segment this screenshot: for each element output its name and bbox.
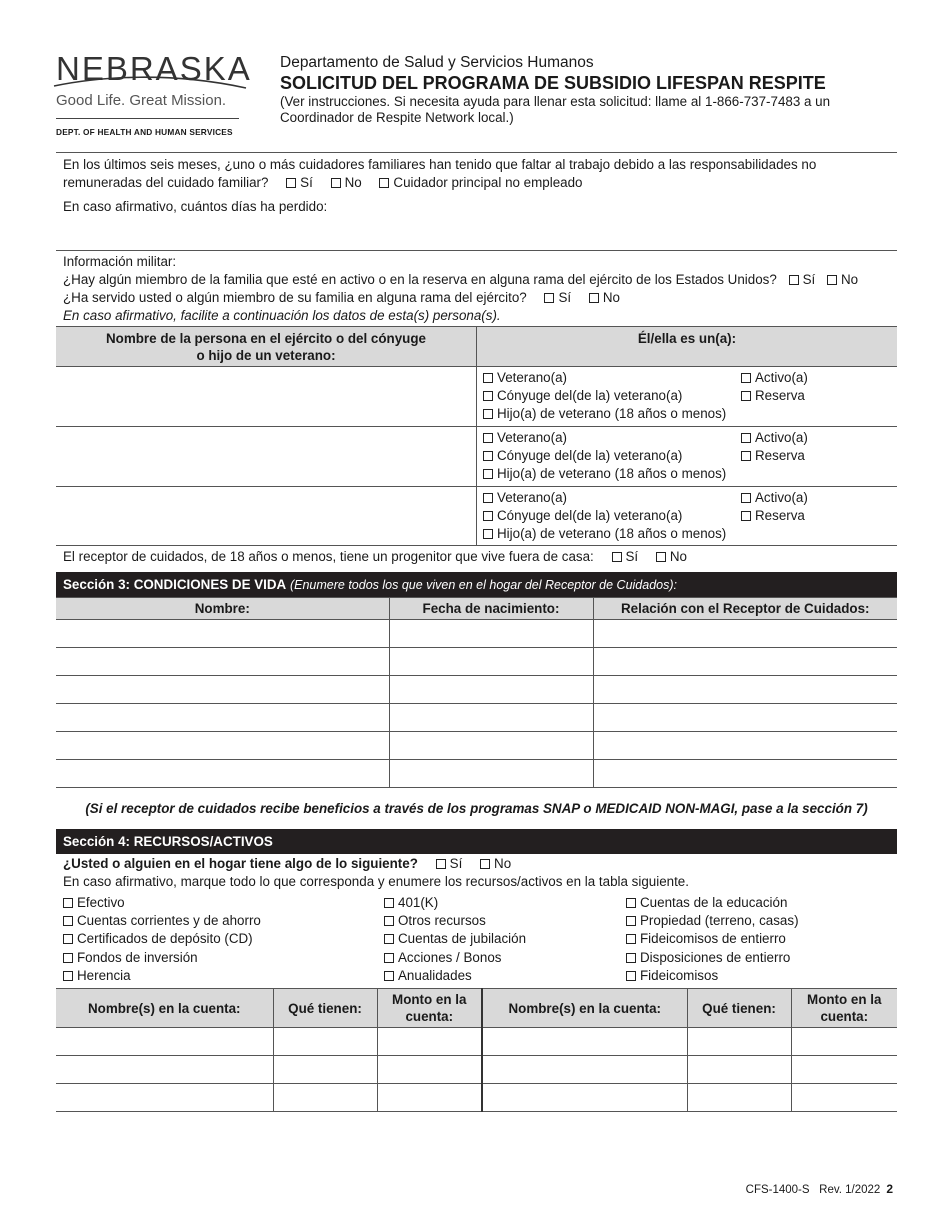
logo-swoosh-icon: [52, 64, 248, 94]
table-row: [56, 760, 897, 788]
divider: [56, 250, 897, 251]
checkbox[interactable]: [379, 178, 389, 188]
resource-option[interactable]: Fideicomisos: [626, 967, 896, 985]
checkbox[interactable]: [384, 898, 394, 908]
resource-option[interactable]: Otros recursos: [384, 912, 626, 930]
col-what: Qué tienen:: [273, 989, 377, 1028]
resource-column-1: [63, 894, 384, 985]
col-military-status: Él/ella es un(a):: [477, 327, 898, 367]
checkbox[interactable]: [483, 529, 493, 539]
dob-cell[interactable]: [389, 732, 593, 760]
veteran-option[interactable]: Veterano(a): [483, 429, 741, 447]
table-row: [56, 676, 897, 704]
name-cell[interactable]: [56, 620, 389, 648]
cell[interactable]: [377, 1028, 482, 1056]
cell[interactable]: [56, 1028, 273, 1056]
form-instructions: (Ver instrucciones. Si necesita ayuda para llenar esta solicitud: llame al 1-866-737-7483 a un Coordinador de Respite Network local.): [280, 94, 831, 125]
table-row: [56, 1056, 897, 1084]
table-row: [56, 487, 897, 546]
active-option[interactable]: Activo(a): [741, 369, 891, 387]
relation-cell[interactable]: [593, 760, 897, 788]
col-name: Nombre:: [56, 598, 389, 620]
checkbox[interactable]: [483, 469, 493, 479]
resource-option[interactable]: Disposiciones de entierro: [626, 949, 896, 967]
department-name: Departamento de Salud y Servicios Humanos: [280, 54, 594, 71]
resources-yes-option[interactable]: Sí: [436, 856, 463, 871]
resource-option[interactable]: Acciones / Bonos: [384, 949, 626, 967]
name-cell[interactable]: [56, 676, 389, 704]
military-question-1: ¿Hay algún miembro de la familia que esté en activo o en la reserva en alguna rama del ejército de los Estados Unidos? Sí No: [63, 272, 859, 287]
dob-cell[interactable]: [389, 620, 593, 648]
spouse-option[interactable]: Cónyuge del(de la) veterano(a): [483, 387, 741, 405]
form-header: [280, 54, 900, 126]
checkbox[interactable]: [741, 493, 751, 503]
checkbox[interactable]: [483, 391, 493, 401]
name-cell[interactable]: [56, 648, 389, 676]
spouse-option[interactable]: Cónyuge del(de la) veterano(a): [483, 507, 741, 525]
form-id: CFS-1400-S Rev. 1/2022: [745, 1184, 881, 1196]
resource-checklist: [63, 894, 896, 985]
resource-column-3: [626, 894, 896, 985]
military-info: [63, 253, 897, 325]
q1-no-option[interactable]: No: [827, 272, 858, 287]
name-cell[interactable]: [56, 760, 389, 788]
checkbox[interactable]: [656, 552, 666, 562]
child-option[interactable]: Hijo(a) de veterano (18 años o menos): [483, 465, 741, 483]
checkbox[interactable]: [483, 493, 493, 503]
resource-option[interactable]: 401(K): [384, 894, 626, 912]
work-yes-option[interactable]: Sí: [286, 175, 313, 190]
resource-option[interactable]: Fideicomisos de entierro: [626, 930, 896, 948]
q1-yes-option[interactable]: Sí: [789, 272, 816, 287]
checkbox[interactable]: [63, 916, 73, 926]
checkbox[interactable]: [626, 971, 636, 981]
form-footer: [746, 1180, 893, 1199]
child-option[interactable]: Hijo(a) de veterano (18 años o menos): [483, 525, 741, 543]
name-cell[interactable]: [56, 704, 389, 732]
days-missed-field[interactable]: En caso afirmativo, cuántos días ha perdido:: [63, 199, 328, 214]
checkbox[interactable]: [741, 433, 751, 443]
checkbox[interactable]: [544, 293, 554, 303]
checkbox[interactable]: [741, 451, 751, 461]
parent-outside-question: El receptor de cuidados, de 18 años o menos, tiene un progenitor que vive fuera de casa: Sí No: [63, 549, 688, 564]
relation-cell[interactable]: [593, 704, 897, 732]
checkbox[interactable]: [626, 916, 636, 926]
cell[interactable]: [687, 1056, 791, 1084]
table-row: [56, 620, 897, 648]
relation-cell[interactable]: [593, 648, 897, 676]
work-not-employed-option[interactable]: Cuidador principal no empleado: [379, 175, 582, 190]
checkbox[interactable]: [63, 971, 73, 981]
divider: [56, 152, 897, 153]
resources-question: ¿Usted o alguien en el hogar tiene algo de lo siguiente? Sí No En caso afirmativo, marque todo lo que corresponda y enumere los recursos/activos en la tabla siguiente.: [63, 855, 897, 891]
checkbox[interactable]: [626, 953, 636, 963]
snap-note: (Si el receptor de cuidados recibe beneficios a través de los programas SNAP o MEDICAID NON-MAGI, pase a la sección 7): [85, 801, 868, 816]
relation-cell[interactable]: [593, 732, 897, 760]
checkbox[interactable]: [741, 511, 751, 521]
page-number: 2: [886, 1182, 893, 1196]
relation-cell[interactable]: [593, 676, 897, 704]
active-option[interactable]: Activo(a): [741, 429, 891, 447]
resource-option[interactable]: Anualidades: [384, 967, 626, 985]
checkbox[interactable]: [589, 293, 599, 303]
military-status-cell: [477, 427, 898, 487]
checkbox[interactable]: [384, 953, 394, 963]
cell[interactable]: [482, 1028, 687, 1056]
work-question-line2: remuneradas del cuidado familiar? Sí No Cuidador principal no empleado: [63, 175, 583, 190]
checkbox[interactable]: [384, 934, 394, 944]
reserve-option[interactable]: Reserva: [741, 447, 891, 465]
checkbox[interactable]: [63, 934, 73, 944]
checkbox[interactable]: [626, 898, 636, 908]
cell[interactable]: [482, 1056, 687, 1084]
col-military-name: Nombre de la persona en el ejército o del cónyuge o hijo de un veterano:: [56, 327, 477, 367]
spouse-option[interactable]: Cónyuge del(de la) veterano(a): [483, 447, 741, 465]
checkbox[interactable]: [286, 178, 296, 188]
checkbox[interactable]: [483, 511, 493, 521]
col-amount: Monto en la cuenta:: [791, 989, 897, 1028]
col-account-names: Nombre(s) en la cuenta:: [56, 989, 273, 1028]
table-row: [56, 1028, 897, 1056]
parent-yes-option[interactable]: Sí: [612, 549, 639, 564]
checkbox[interactable]: [483, 373, 493, 383]
table-row: [56, 367, 897, 427]
military-note: En caso afirmativo, facilite a continuación los datos de esta(s) persona(s).: [63, 308, 501, 323]
parent-no-option[interactable]: No: [656, 549, 687, 564]
cell[interactable]: [482, 1084, 687, 1112]
work-missed-question: [63, 156, 897, 216]
work-question-line1: En los últimos seis meses, ¿uno o más cuidadores familiares han tenido que faltar al trabajo debido a las responsabilidades no: [63, 157, 817, 172]
active-option[interactable]: Activo(a): [741, 489, 891, 507]
checkbox[interactable]: [436, 859, 446, 869]
table-row: [56, 704, 897, 732]
resources-no-option[interactable]: No: [480, 856, 511, 871]
checkbox[interactable]: [741, 391, 751, 401]
checkbox[interactable]: [63, 953, 73, 963]
dob-cell[interactable]: [389, 704, 593, 732]
cell[interactable]: [791, 1084, 897, 1112]
logo-divider: [56, 118, 239, 119]
col-account-names: Nombre(s) en la cuenta:: [482, 989, 687, 1028]
cell[interactable]: [377, 1056, 482, 1084]
checkbox[interactable]: [483, 433, 493, 443]
name-cell[interactable]: [56, 732, 389, 760]
dob-cell[interactable]: [389, 648, 593, 676]
q2-yes-option[interactable]: Sí: [544, 290, 571, 305]
child-option[interactable]: Hijo(a) de veterano (18 años o menos): [483, 405, 741, 423]
resource-option[interactable]: Fondos de inversión: [63, 949, 384, 967]
military-name-cell[interactable]: [56, 367, 477, 427]
nebraska-logo: [56, 50, 252, 141]
section3-header: Sección 3: CONDICIONES DE VIDA (Enumere todos los que viven en el hogar del Receptor de Cuidados):: [56, 572, 897, 597]
checkbox[interactable]: [789, 275, 799, 285]
resource-option[interactable]: Certificados de depósito (CD): [63, 930, 384, 948]
section4-header: Sección 4: RECURSOS/ACTIVOS: [56, 829, 897, 854]
cell[interactable]: [791, 1028, 897, 1056]
checkbox[interactable]: [741, 373, 751, 383]
col-dob: Fecha de nacimiento:: [389, 598, 593, 620]
cell[interactable]: [56, 1084, 273, 1112]
table-row: [56, 732, 897, 760]
checkbox[interactable]: [480, 859, 490, 869]
logo-department: DEPT. OF HEALTH AND HUMAN SERVICES: [56, 127, 233, 137]
cell[interactable]: [273, 1056, 377, 1084]
assets-table: [56, 988, 897, 1112]
resource-option[interactable]: Herencia: [63, 967, 384, 985]
checkbox[interactable]: [483, 409, 493, 419]
military-name-cell[interactable]: [56, 427, 477, 487]
cell[interactable]: [687, 1028, 791, 1056]
household-table: [56, 597, 897, 788]
resource-option[interactable]: Cuentas de la educación: [626, 894, 896, 912]
col-what: Qué tienen:: [687, 989, 791, 1028]
col-amount: Monto en la cuenta:: [377, 989, 482, 1028]
military-question-2: ¿Ha servido usted o algún miembro de su familia en alguna rama del ejército? Sí No: [63, 290, 620, 305]
veteran-option[interactable]: Veterano(a): [483, 369, 741, 387]
cell[interactable]: [377, 1084, 482, 1112]
checkbox[interactable]: [384, 971, 394, 981]
table-row: [56, 427, 897, 487]
resource-column-2: [384, 894, 626, 985]
checkbox[interactable]: [827, 275, 837, 285]
military-status-cell: [477, 367, 898, 427]
military-heading: Información militar:: [63, 254, 177, 269]
dob-cell[interactable]: [389, 760, 593, 788]
checkbox[interactable]: [331, 178, 341, 188]
relation-cell[interactable]: [593, 620, 897, 648]
resources-instruction: En caso afirmativo, marque todo lo que corresponda y enumere los recursos/activos en la tabla siguiente.: [63, 874, 689, 889]
resource-option[interactable]: Efectivo: [63, 894, 384, 912]
cell[interactable]: [273, 1084, 377, 1112]
cell[interactable]: [56, 1056, 273, 1084]
cell[interactable]: [273, 1028, 377, 1056]
form-title: SOLICITUD DEL PROGRAMA DE SUBSIDIO LIFESPAN RESPITE: [280, 73, 826, 93]
resource-option[interactable]: Cuentas de jubilación: [384, 930, 626, 948]
table-row: [56, 1084, 897, 1112]
cell[interactable]: [687, 1084, 791, 1112]
checkbox[interactable]: [612, 552, 622, 562]
checkbox[interactable]: [63, 898, 73, 908]
military-name-cell[interactable]: [56, 487, 477, 546]
work-no-option[interactable]: No: [331, 175, 362, 190]
veteran-option[interactable]: Veterano(a): [483, 489, 741, 507]
checkbox[interactable]: [384, 916, 394, 926]
reserve-option[interactable]: Reserva: [741, 387, 891, 405]
dob-cell[interactable]: [389, 676, 593, 704]
reserve-option[interactable]: Reserva: [741, 507, 891, 525]
checkbox[interactable]: [483, 451, 493, 461]
military-table: [56, 326, 897, 546]
military-status-cell: [477, 487, 898, 546]
checkbox[interactable]: [626, 934, 636, 944]
logo-tagline: Good Life. Great Mission.: [56, 92, 227, 109]
col-relation: Relación con el Receptor de Cuidados:: [593, 598, 897, 620]
q2-no-option[interactable]: No: [589, 290, 620, 305]
cell[interactable]: [791, 1056, 897, 1084]
logo-wordmark: NEBRASKA: [56, 52, 246, 86]
resource-option[interactable]: Propiedad (terreno, casas): [626, 912, 896, 930]
resource-option[interactable]: Cuentas corrientes y de ahorro: [63, 912, 384, 930]
table-row: [56, 648, 897, 676]
